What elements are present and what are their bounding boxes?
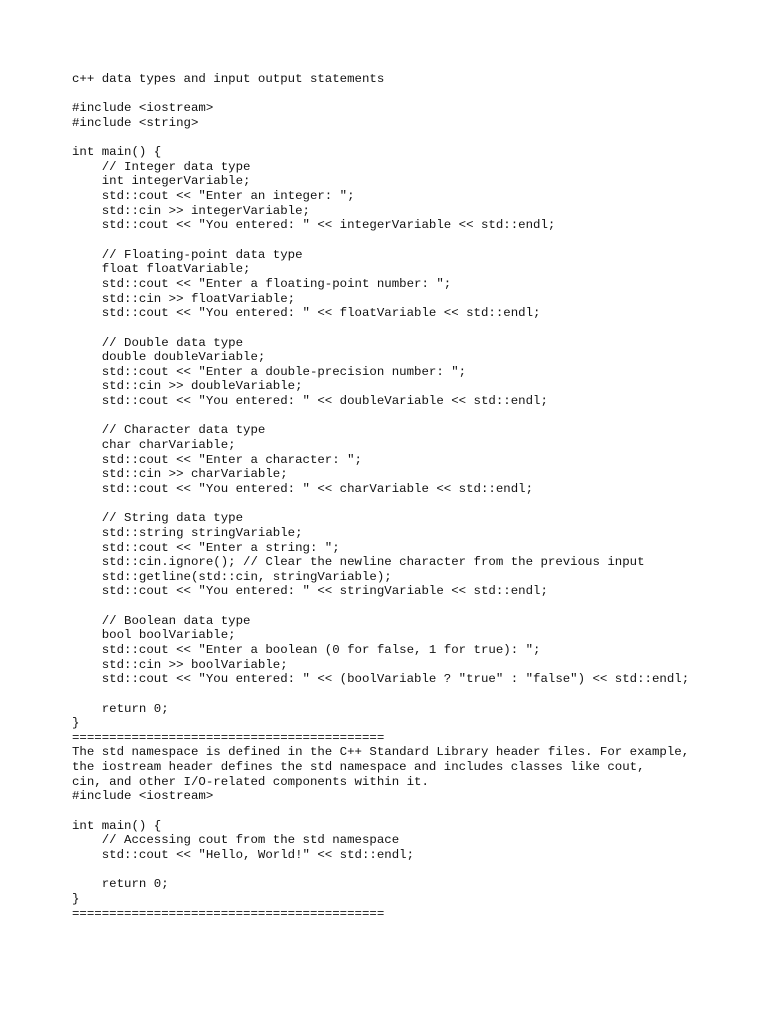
code-line: int integerVariable; bbox=[72, 174, 251, 189]
code-line: #include <string> bbox=[72, 115, 199, 130]
blank-line bbox=[72, 131, 752, 146]
prose-line: cin, and other I/O-related components within it. bbox=[72, 774, 429, 789]
separator-line: ========================================== bbox=[72, 730, 385, 745]
code-line: std::cout << "Enter a character: "; bbox=[72, 452, 362, 467]
code-line: return 0; bbox=[72, 877, 169, 892]
code-line: // String data type bbox=[72, 511, 244, 526]
code-line: std::cout << "You entered: " << doubleVariable << std::endl; bbox=[72, 394, 548, 409]
code-line: #include <iostream> bbox=[72, 789, 214, 804]
code-line: std::cin >> boolVariable; bbox=[72, 657, 288, 672]
code-line: std::cout << "You entered: " << stringVariable << std::endl; bbox=[72, 584, 548, 599]
code-line: std::cin >> floatVariable; bbox=[72, 291, 296, 306]
document-body bbox=[72, 72, 752, 921]
code-line: } bbox=[72, 891, 80, 906]
code-line: std::cin >> doubleVariable; bbox=[72, 379, 303, 394]
code-line: std::getline(std::cin, stringVariable); bbox=[72, 569, 392, 584]
code-line: std::cout << "Enter a floating-point number: "; bbox=[72, 276, 452, 291]
code-line: std::cout << "Hello, World!" << std::endl; bbox=[72, 847, 415, 862]
code-line: // Boolean data type bbox=[72, 613, 251, 628]
code-line: std::cout << "Enter a double-precision number: "; bbox=[72, 364, 467, 379]
blank-line bbox=[72, 804, 752, 819]
code-line: // Accessing cout from the std namespace bbox=[72, 833, 400, 848]
code-line: std::cout << "Enter a string: "; bbox=[72, 540, 340, 555]
code-line: double doubleVariable; bbox=[72, 350, 266, 365]
code-line: int main() { bbox=[72, 818, 162, 833]
code-line: // Character data type bbox=[72, 423, 266, 438]
code-line: std::cout << "You entered: " << floatVariable << std::endl; bbox=[72, 306, 541, 321]
code-line: bool boolVariable; bbox=[72, 628, 236, 643]
code-line: float floatVariable; bbox=[72, 262, 251, 277]
code-line: // Integer data type bbox=[72, 159, 251, 174]
code-line: } bbox=[72, 716, 80, 731]
code-line: std::string stringVariable; bbox=[72, 525, 303, 540]
blank-line bbox=[72, 863, 752, 878]
prose-line: The std namespace is defined in the C++ Standard Library header files. For example, bbox=[72, 745, 690, 760]
blank-line bbox=[72, 87, 752, 102]
code-line: std::cout << "You entered: " << integerVariable << std::endl; bbox=[72, 218, 556, 233]
separator-line: ========================================== bbox=[72, 906, 385, 921]
code-line: #include <iostream> bbox=[72, 101, 214, 116]
blank-line bbox=[72, 321, 752, 336]
blank-line bbox=[72, 497, 752, 512]
code-line: std::cin.ignore(); // Clear the newline character from the previous input bbox=[72, 555, 645, 570]
blank-line bbox=[72, 233, 752, 248]
code-line: std::cout << "You entered: " << charVariable << std::endl; bbox=[72, 481, 534, 496]
document-title: c++ data types and input output statements bbox=[72, 72, 385, 86]
code-line: std::cout << "Enter a boolean (0 for false, 1 for true): "; bbox=[72, 642, 541, 657]
code-line: std::cin >> integerVariable; bbox=[72, 203, 310, 218]
prose-line: the iostream header defines the std namespace and includes classes like cout, bbox=[72, 760, 645, 775]
code-line: std::cin >> charVariable; bbox=[72, 467, 288, 482]
code-line: // Floating-point data type bbox=[72, 247, 303, 262]
code-line: char charVariable; bbox=[72, 438, 236, 453]
code-line: std::cout << "You entered: " << (boolVariable ? "true" : "false") << std::endl; bbox=[72, 672, 690, 687]
code-line: // Double data type bbox=[72, 335, 244, 350]
blank-line bbox=[72, 409, 752, 424]
code-line: return 0; bbox=[72, 701, 169, 716]
blank-line bbox=[72, 687, 752, 702]
blank-line bbox=[72, 599, 752, 614]
code-line: int main() { bbox=[72, 145, 162, 160]
code-line: std::cout << "Enter an integer: "; bbox=[72, 189, 355, 204]
